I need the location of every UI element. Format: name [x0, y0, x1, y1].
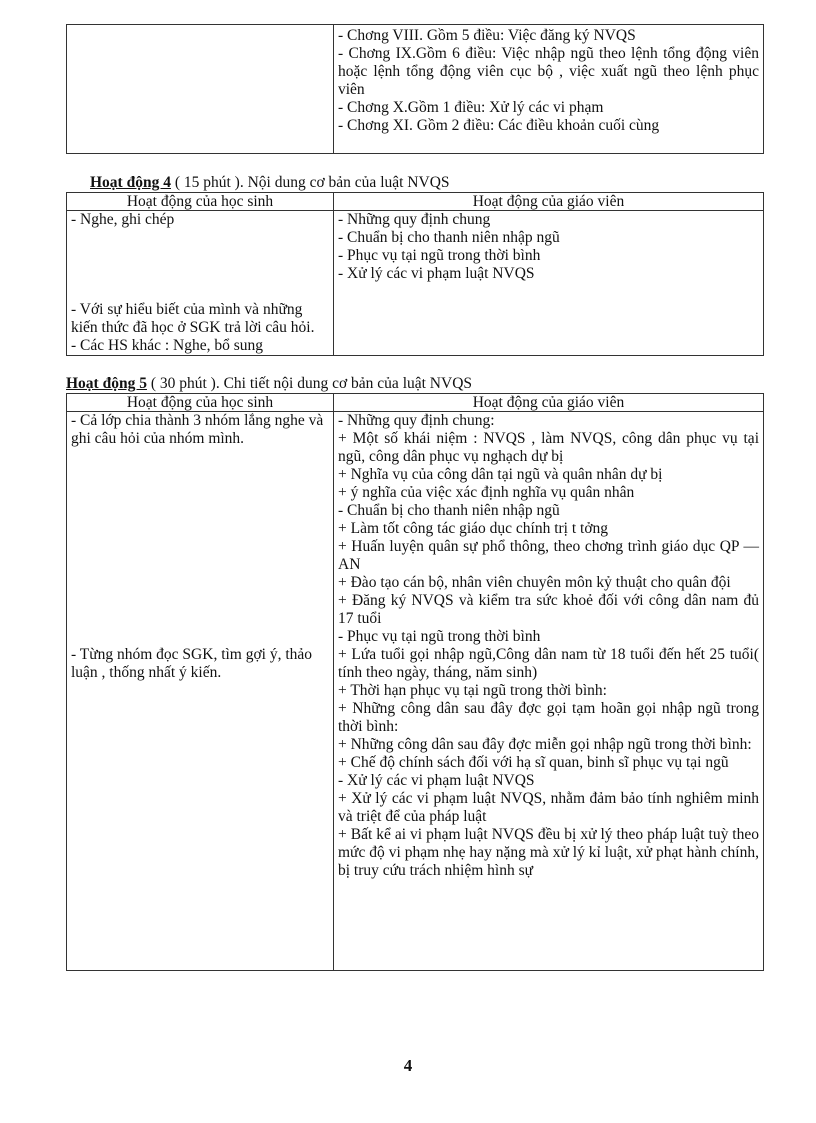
activity5-header-student: Hoạt động của học sinh — [67, 394, 334, 412]
activity5-teacher-cell — [334, 412, 764, 971]
teacher-line: - Phục vụ tại ngũ trong thời bình — [338, 247, 541, 264]
activity4-teacher-cell — [334, 211, 764, 356]
activity5-subtitle: ( 30 phút ). Chi tiết nội dung cơ bản của luật NVQS — [146, 375, 473, 392]
teacher-line: + Thời hạn phục vụ tại ngũ trong thời bình: — [338, 682, 607, 699]
top-table — [66, 24, 764, 154]
chapter-line: - Chơng IX.Gồm 6 điều: Việc nhập ngũ theo lệnh tổng động viên hoặc lệnh tổng động viên cục bộ , việc xuất ngũ theo lệnh phục viên — [338, 45, 759, 98]
top-table-left-cell — [67, 25, 334, 154]
activity4-header-student: Hoạt động của học sinh — [67, 193, 334, 211]
spacer — [71, 229, 329, 301]
teacher-line: - Chuẩn bị cho thanh niên nhập ngũ — [338, 229, 560, 246]
activity5-student-cell — [67, 412, 334, 971]
student-line: - Nghe, ghi chép — [71, 211, 175, 228]
activity5-title: Hoạt động 5 — [66, 375, 147, 392]
teacher-line: + Xử lý các vi phạm luật NVQS, nhằm đảm bảo tính nghiêm minh và triệt để của pháp luật — [338, 790, 759, 825]
teacher-line: + Huấn luyện quân sự phổ thông, theo chơng trình giáo dục QP — AN — [338, 538, 759, 573]
teacher-line: - Phục vụ tại ngũ trong thời bình — [338, 628, 541, 645]
student-line: - Từng nhóm đọc SGK, tìm gợi ý, thảo luận , thống nhất ý kiến. — [71, 646, 313, 681]
teacher-line: + Làm tốt công tác giáo dục chính trị t tởng — [338, 520, 609, 537]
chapter-line: - Chơng X.Gồm 1 điều: Xử lý các vi phạm — [338, 99, 604, 116]
teacher-line: - Những quy định chung — [338, 211, 491, 228]
activity5-table — [66, 393, 764, 971]
chapter-line: - Chơng XI. Gồm 2 điều: Các điều khoản cuối cùng — [338, 117, 660, 134]
teacher-line: + Nghĩa vụ của công dân tại ngũ và quân nhân dự bị — [338, 466, 663, 483]
teacher-line: - Những quy định chung: — [338, 412, 495, 429]
teacher-line: - Xử lý các vi phạm luật NVQS — [338, 772, 535, 789]
activity4-heading — [90, 174, 450, 192]
activity4-title: Hoạt động 4 — [90, 174, 171, 191]
page-number: 4 — [403, 1056, 413, 1075]
activity4-header-teacher: Hoạt động của giáo viên — [334, 193, 764, 211]
activity4-subtitle: ( 15 phút ). Nội dung cơ bản của luật NVQS — [170, 174, 450, 191]
teacher-line: + Đào tạo cán bộ, nhân viên chuyên môn kỷ thuật cho quân đội — [338, 574, 731, 591]
student-line: - Các HS khác : Nghe, bổ sung — [71, 337, 263, 354]
activity4-table — [66, 192, 764, 356]
teacher-line: + Đăng ký NVQS và kiểm tra sức khoẻ đối với công dân nam đủ 17 tuổi — [338, 592, 759, 627]
teacher-line: - Xử lý các vi phạm luật NVQS — [338, 265, 535, 282]
student-line: - Với sự hiểu biết của mình và những kiến thức đã học ở SGK trả lời câu hỏi. — [71, 301, 315, 336]
activity5-heading — [66, 375, 472, 393]
teacher-line: + Một số khái niệm : NVQS , làm NVQS, công dân phục vụ tại ngũ, công dân phục vụ nghạch dự bị — [338, 430, 759, 465]
teacher-line: + Chế độ chính sách đối với hạ sĩ quan, binh sĩ phục vụ tại ngũ — [338, 754, 729, 771]
teacher-line: + Bất kể ai vi phạm luật NVQS đều bị xử lý theo pháp luật tuỳ theo mức độ vi phạm nhẹ hay nặng mà xử lý kỉ luật, xử phạt hành chính, bị truy cứu trách nhiệm hình sự — [338, 826, 759, 879]
top-table-right-cell — [334, 25, 764, 154]
activity4-student-cell — [67, 211, 334, 356]
teacher-line: - Chuẩn bị cho thanh niên nhập ngũ — [338, 502, 560, 519]
teacher-line: + Những công dân sau đây đợc gọi tạm hoãn gọi nhập ngũ trong thời bình: — [338, 700, 759, 735]
spacer — [71, 448, 329, 646]
activity5-header-teacher: Hoạt động của giáo viên — [334, 394, 764, 412]
chapter-line: - Chơng VIII. Gồm 5 điều: Việc đăng ký NVQS — [338, 27, 636, 44]
teacher-line: + Những công dân sau đây đợc miễn gọi nhập ngũ trong thời bình: — [338, 736, 752, 753]
student-line: - Cả lớp chia thành 3 nhóm lắng nghe và ghi câu hỏi của nhóm mình. — [71, 412, 324, 447]
teacher-line: + ý nghĩa của việc xác định nghĩa vụ quân nhân — [338, 484, 635, 501]
teacher-line: + Lứa tuổi gọi nhập ngũ,Công dân nam từ 18 tuổi đến hết 25 tuổi( tính theo ngày, tháng, năm sinh) — [338, 646, 759, 681]
